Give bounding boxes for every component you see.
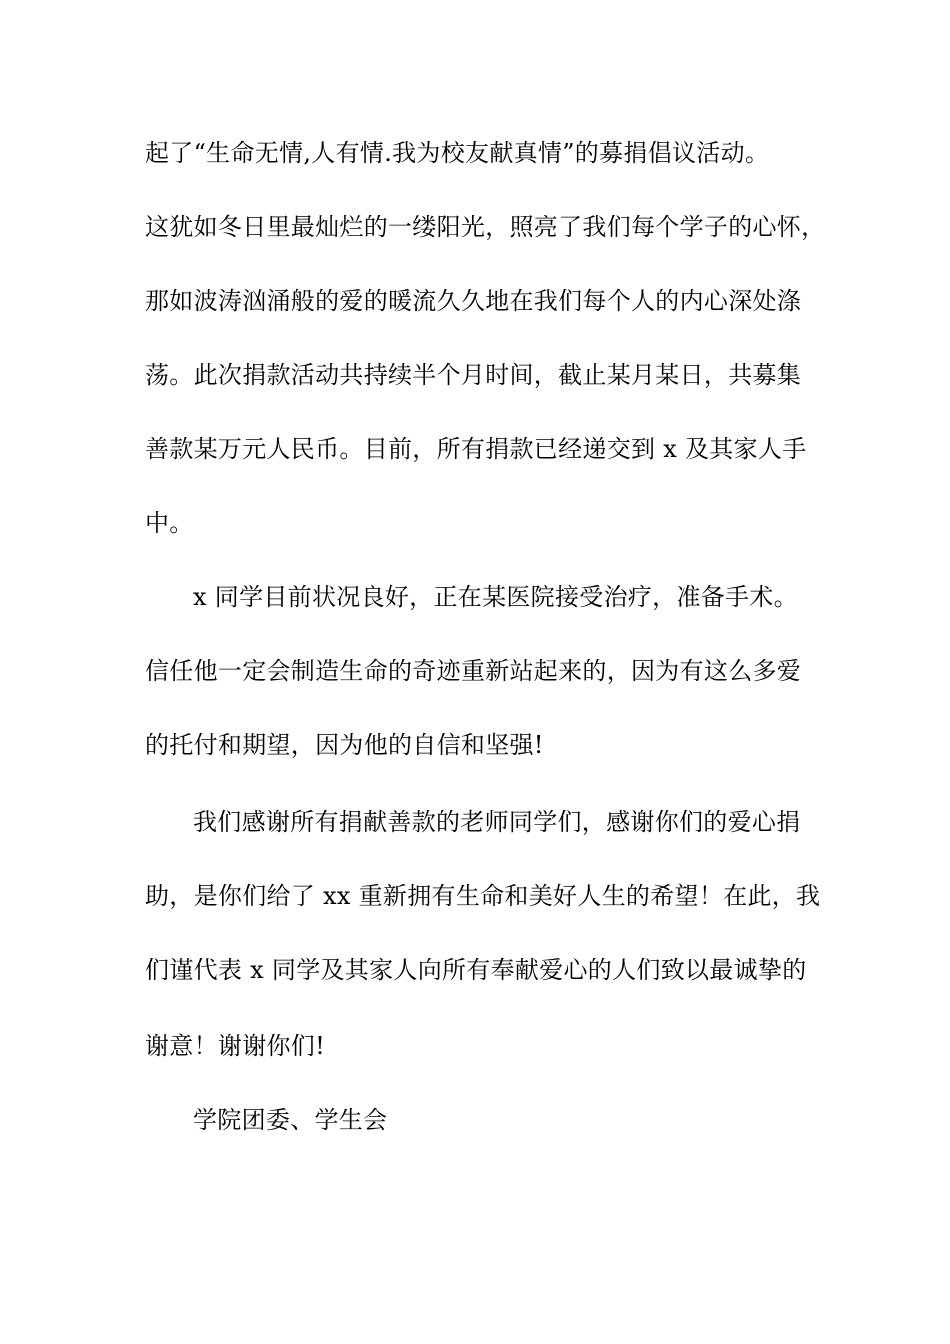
text-line: 我们感谢所有捐献善款的老师同学们，感谢你们的爱心捐 <box>193 808 801 836</box>
text-line: 信任他一定会制造生命的奇迹重新站起来的，因为有这么多爱 <box>145 657 802 685</box>
signature-line: 学院团委、学生会 <box>193 1106 388 1134</box>
text-line: x 同学目前状况良好，正在某医院接受治疗，准备手术。 <box>193 583 798 611</box>
text-line: 那如波涛汹涌般的爱的暖流久久地在我们每个人的内心深处涤 <box>145 287 802 315</box>
text-line: 谢意！谢谢你们! <box>145 1032 326 1060</box>
text-line: 善款某万元人民币。目前，所有捐款已经递交到 x 及其家人手 <box>145 435 807 463</box>
text-line: 这犹如冬日里最灿烂的一缕阳光，照亮了我们每个学子的心怀， <box>145 213 826 241</box>
text-line: 们谨代表 x 同学及其家人向所有奉献爱心的人们致以最诚挚的 <box>145 956 807 984</box>
text-line: 荡。此次捐款活动共持续半个月时间，截止某月某日，共募集 <box>145 361 802 389</box>
text-line: 的托付和期望，因为他的自信和坚强! <box>145 731 544 759</box>
text-line: 助，是你们给了 xx 重新拥有生命和美好人生的希望！在此，我 <box>145 882 821 910</box>
text-line: 起了“生命无情,人有情.我为校友献真情”的募捐倡议活动。 <box>145 139 770 167</box>
text-line: 中。 <box>145 509 194 537</box>
